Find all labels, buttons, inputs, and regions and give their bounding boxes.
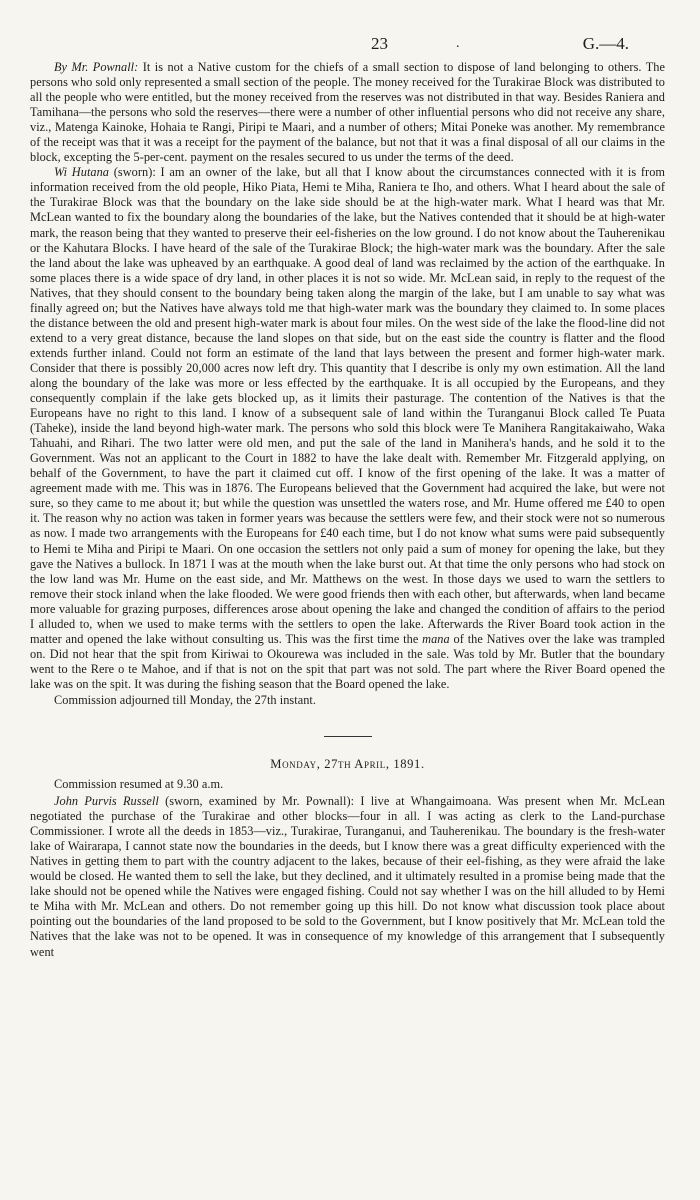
- document-reference: G.—4.: [582, 34, 629, 53]
- testimony-text: It is not a Native custom for the chiefs of a small section to dispose of land belonging to others. The persons who sold only represented a small section of the people. The money received for the Turakirae Block was distributed to all the people who were entitled, but the money received from the reserves was not distributed in that way. Besides Raniera and Tamihana—the persons who sold the reserves—there were a number of other influential persons who did not receive any share, viz., Matenga Kainoke, Hohaia te Rangi, Piripi te Maari, and a number of others; Mitai Poneke was another. My remembrance of the receipt was that it was a receipt for the payment of the balance, but not that it was a final disposal of all our claims in the block, excepting the 5-per-cent. payment on the resales secured to us under the terms of the deed.: [30, 60, 665, 165]
- header-separator: .: [456, 36, 460, 51]
- page-number: 23: [371, 34, 388, 53]
- resumption-note: Commission resumed at 9.30 a.m.: [54, 777, 224, 792]
- session-date-heading: [30, 757, 665, 772]
- section-divider: [324, 736, 372, 737]
- session-date-text: Monday, 27th April, 1891.: [270, 757, 425, 772]
- speaker-name: John Purvis Russell: [54, 794, 159, 809]
- testimony-paragraph-pownall: [30, 60, 665, 165]
- speaker-name: Wi Hutana: [54, 165, 110, 180]
- testimony-paragraph-russell: [30, 794, 665, 960]
- testimony-text: (sworn, examined by Mr. Pownall): I live at Whangaimoana. Was present when Mr. McLean negotiated the purchase of the Turakirae and other blocks—four in all. I was acting as clerk to the Land-purchase Commissioner. I wrote all the deeds in 1853—viz., Turakirae, Turanganui, and Tauherenikau. The boundary is the fresh-water lake of Wairarapa, I cannot state now the boundaries in the deeds, but I know there was a great difficulty experienced with the Natives in getting them to part with the country adjacent to the lakes, because of their eel-fishing, as they were afraid the lake would be closed. He wanted them to sell the lake, but they declined, and it ultimately resulted in a promise being made that the lake should not be opened while the Natives were engaged fishing. Could not say whether I was on the hill alluded to by Hemi te Miha with Mr. McLean and others. Do not remember going up this hill. Do not know what discussion took place about pointing out the boundaries of the land proposed to be sold to the Government, but I know positively that Mr. McLean told the Natives that the lake was not to be opened. It was in consequence of my knowledge of this arrangement that I subsequently went: [30, 794, 665, 959]
- italic-word-mana: mana: [422, 631, 450, 646]
- adjournment-note: Commission adjourned till Monday, the 27th instant.: [54, 692, 317, 707]
- testimony-text-continued: of the Natives over the lake was trampled on. Did not hear that the spit from Kiriwai to Okourewa was included in the sale. Was told by Mr. Butler that the boundary went to the Rere o te Mahoe, and if that is not on the spit that part was not sold. The part where the River Board opened the lake was on the spit. It was during the fishing season that the Board opened the lake.: [30, 631, 665, 691]
- speaker-name: By Mr. Pownall:: [54, 60, 139, 74]
- testimony-paragraph-wi-hutana: [30, 165, 665, 692]
- page-header: [30, 0, 665, 60]
- testimony-text: (sworn): I am an owner of the lake, but all that I know about the circumstances connected with it is from information received from the old people, Hiko Piata, Hemi te Miha, Raniera te Iho, and others. What I heard about the sale of the Turakirae Block was that the boundary on the lake side should be at the high-water mark. What I heard was that Mr. McLean wanted to fix the boundary along the boundaries of the lake, but the Natives contended that it should be at high-water mark, the reason being that they wanted to preserve their eel-fisheries on the low ground. I do not know about the Tauherenikau or the Kahutara Blocks. I have heard of the sale of the Turakirae Block; the high-water mark was the boundary. After the sale the land about the lake was upheaved by an earthquake. A good deal of land was reclaimed by the action of the earthquake. In some places there is a wide space of dry land, in other places it is not so wide. Mr. McLean said, in reply to the request of the Natives, that they should consent to the boundary being taken along the margin of the lake, but I am unable to say what was finally agreed on; but the Natives have always told me that high-water mark was the boundary they claimed to. In some places the distance between the old and present high-water mark is about four miles. On the west side of the lake the flood-line did not extend to a very great distance, because the land slopes on that side, but on the east side the country is flatter and the flood extends further inland. Could not form an estimate of the land that lays between the present and former high-water mark. Consider that there is possibly 20,000 acres now left dry. This quantity that I describe is only my own estimation. All the land along the boundary of the lake was more or less effected by the earthquake. It is all occupied by the Europeans, and they consequently complain if the lake gets blocked up, as it limits their pasturage. The contention of the Natives is that the Europeans have no right to this land. I know of a subsequent sale of land within the Turanganui Block called Te Puata (Taheke), inside the land beyond high-water mark. The persons who sold this block were Te Manihera Rangitakaiwaho, Waka Tahuahi, and Rihari. The two latter were old men, and put the sale of the land in Manihera's hands, and he sold it to the Government. Was not an applicant to the Court in 1882 to have the lake dealt with. Remember Mr. Fitzgerald applying, on behalf of the Government, to have the part it claimed cut off. I know of the first opening of the lake. It was a matter of agreement made with me. This was in 1876. The Europeans believed that the Government had acquired the lake, but were not sure, so they came to me about it; but while the question was unsettled the waters rose, and Mr. Hume offered me £40 to open it. The reason why no action was taken in former years was because the settlers were few, and their stock were not so numerous as now. I made two arrangements with the Europeans for £40 each time, but I do not know what sums were paid subsequently to Hemi te Miha and Piripi te Maari. On one occasion the settlers not only paid a sum of money for opening the lake, but they gave the Natives a bullock. In 1871 I was at the mouth when the lake burst out. At that time the only persons who had stock on the low land was Mr. Hume on the east side, and Mr. Matthews on the west. In those days we used to warn the settlers to remove their stock inland when the lake flooded. We were good friends then with each other, but afterwards, when land became more valuable for grazing purposes, differences arose about opening the lake and changed the condition of affairs to the period I alluded to, when we used to make terms with the settlers to open the lake. Afterwards the River Board took action in the matter and opened the lake without consulting us. This was the first time the: [30, 165, 666, 646]
